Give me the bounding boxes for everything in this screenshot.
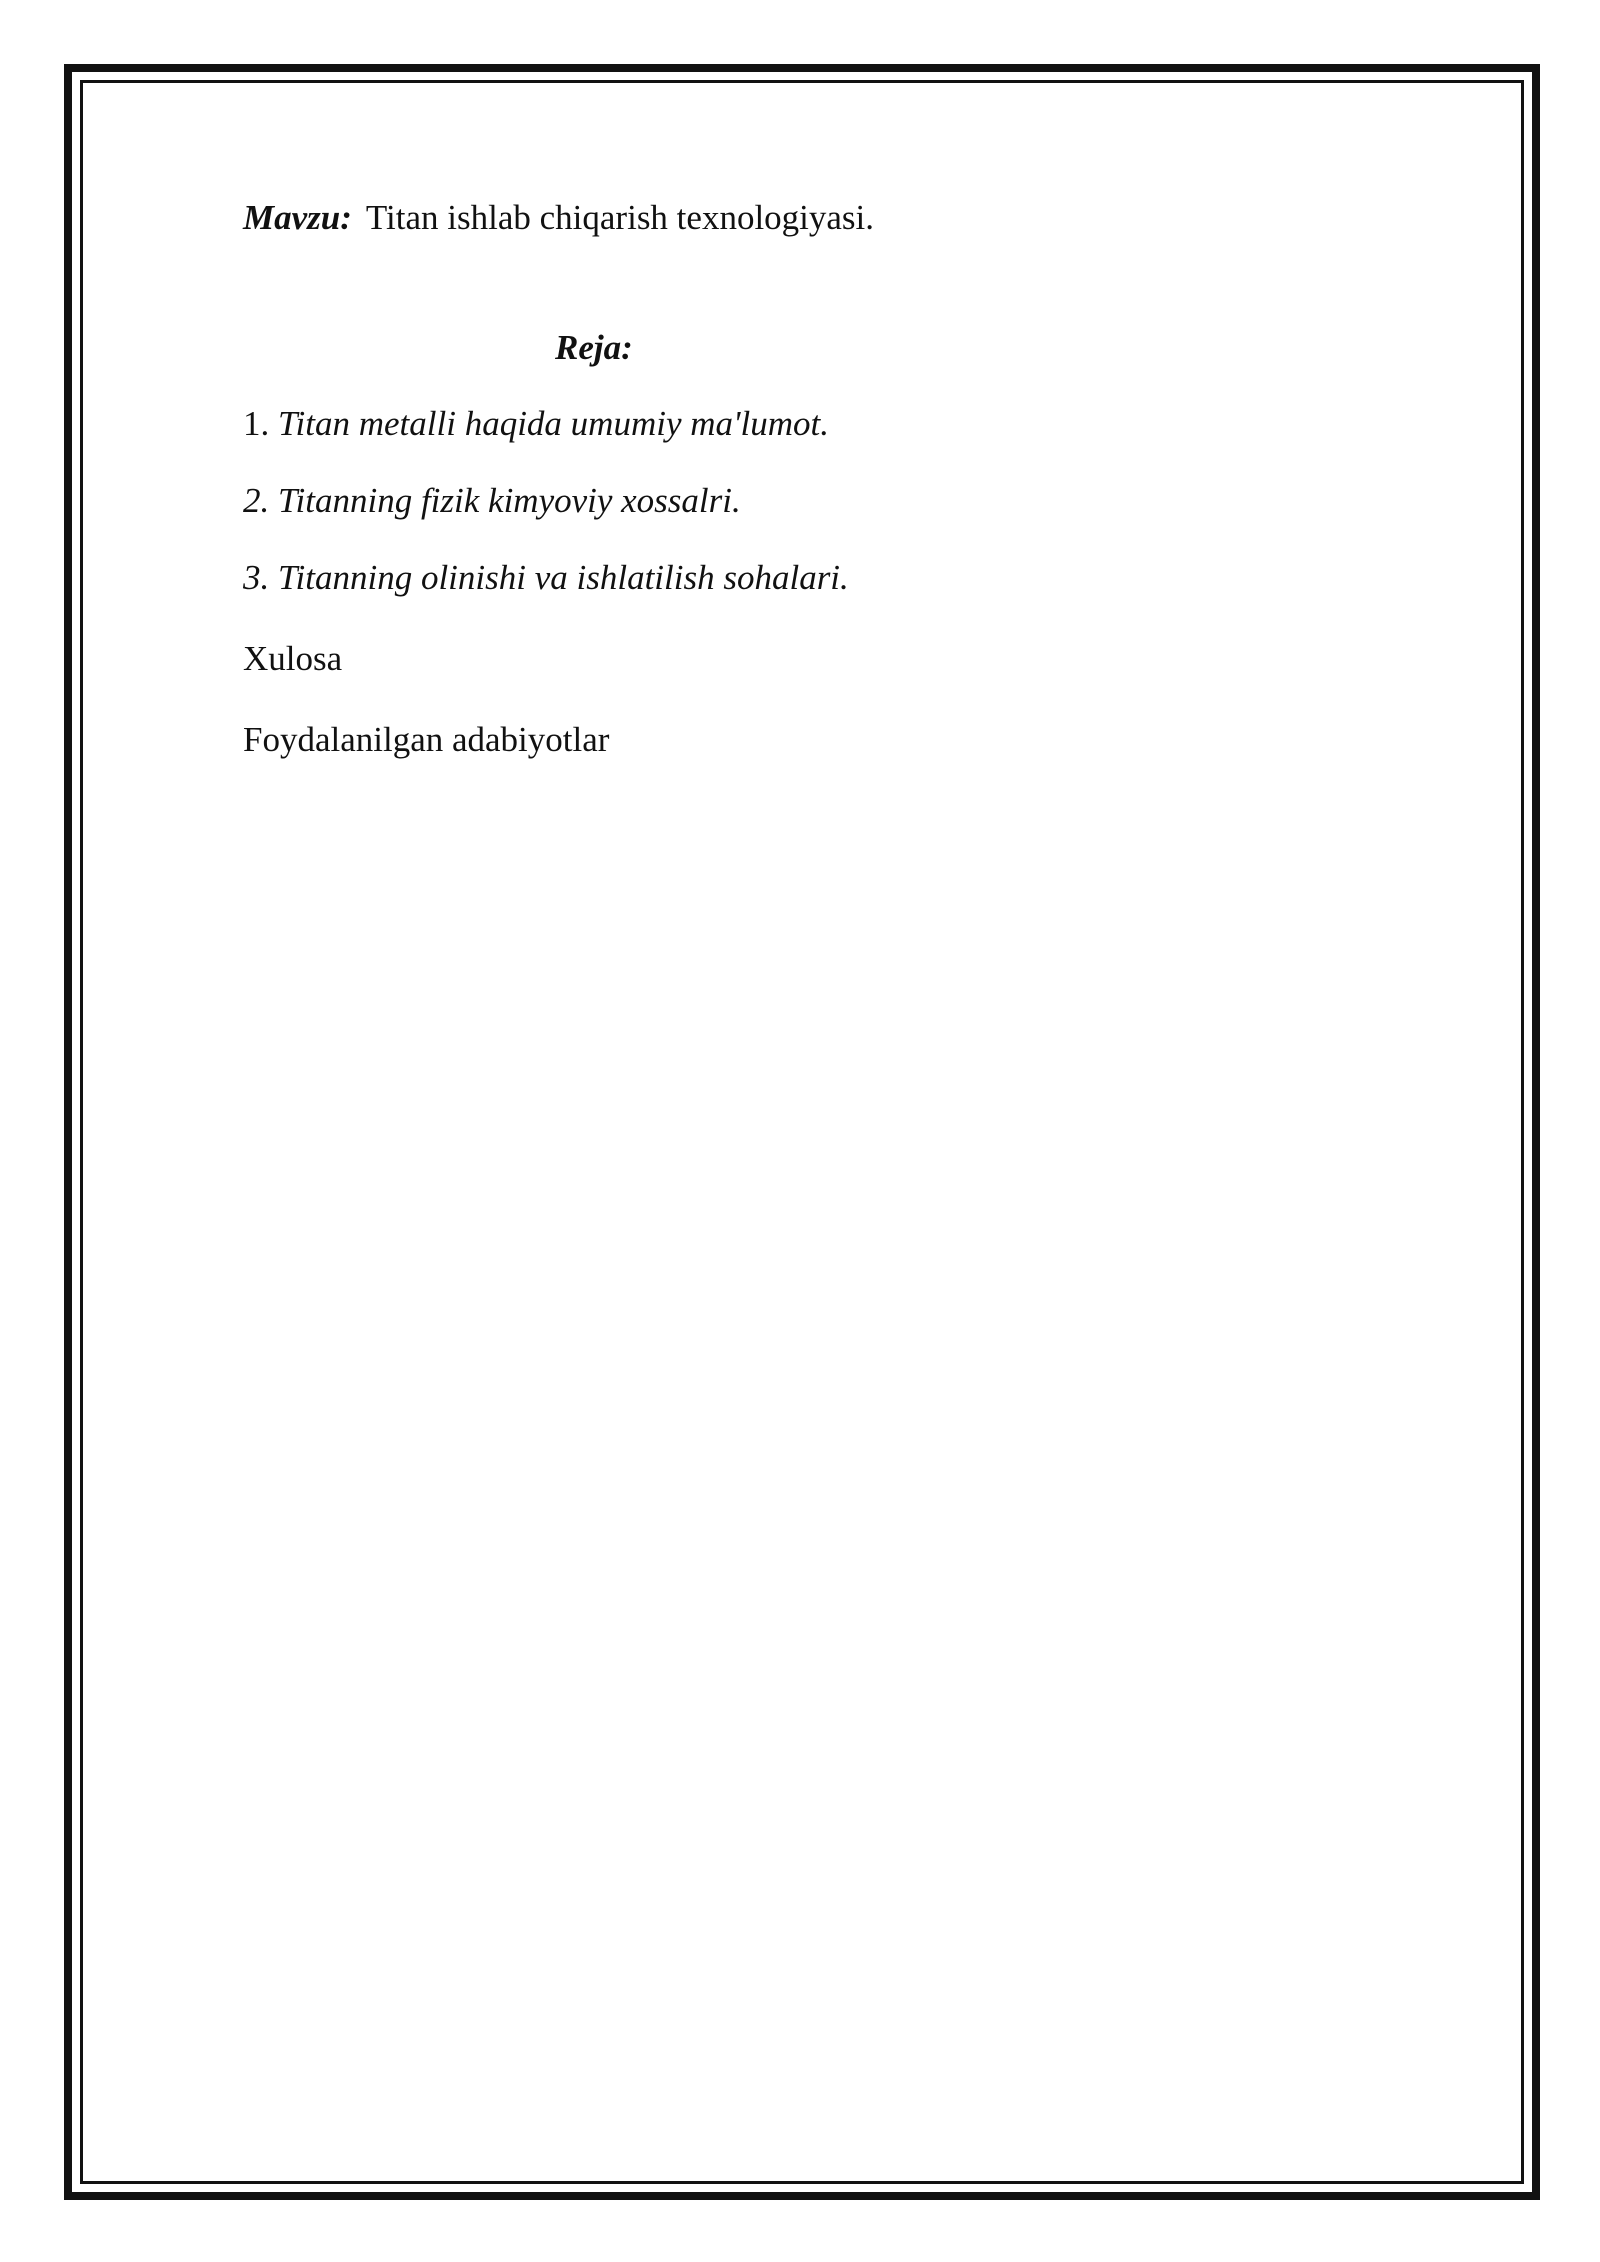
plan-heading: Reja: (555, 328, 633, 367)
plan-item-number: 2. (243, 481, 270, 520)
plan-item-text: Titan metalli haqida umumiy ma'lumot. (278, 404, 829, 443)
plan-item-1 (243, 402, 829, 446)
plan-item-text: Titanning fizik kimyoviy xossalri. (278, 481, 741, 520)
topic-label: Mavzu: (243, 198, 352, 237)
plan-item-number: 3. (243, 558, 270, 597)
topic-text: Titan ishlab chiqarish texnologiyasi. (365, 198, 875, 237)
plan-item-number: 1. (243, 404, 270, 443)
topic-line (243, 196, 874, 240)
plan-item-text: Titanning olinishi va ishlatilish sohalari. (278, 558, 849, 597)
references-line: Foydalanilgan adabiyotlar (243, 720, 610, 759)
plan-item-3 (243, 556, 849, 600)
conclusion-line: Xulosa (243, 639, 343, 678)
plan-item-2 (243, 479, 741, 523)
